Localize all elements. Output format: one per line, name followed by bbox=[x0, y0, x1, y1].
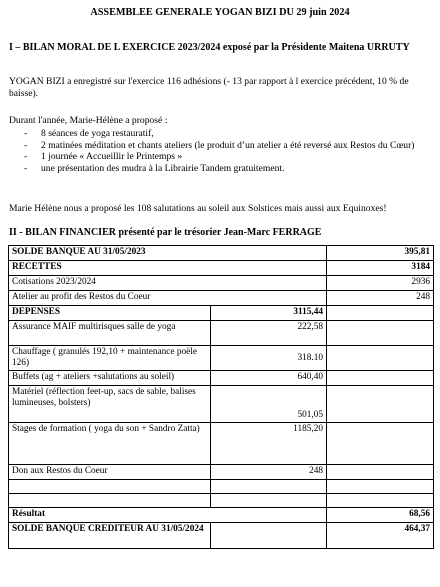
table-row bbox=[9, 261, 434, 276]
heating-value: 318.10 bbox=[211, 346, 327, 371]
donation-value: 248 bbox=[211, 465, 327, 480]
table-row bbox=[9, 465, 434, 480]
table-row bbox=[9, 246, 434, 261]
buffets-value: 640,40 bbox=[211, 371, 327, 386]
table-row bbox=[9, 480, 434, 494]
financial-table bbox=[8, 245, 434, 549]
expenses-total-value: 3115,44 bbox=[211, 306, 327, 321]
training-value: 1185,20 bbox=[211, 423, 327, 465]
table-row bbox=[9, 423, 434, 465]
document-title: ASSEMBLEE GENERALE YOGAN BIZI DU 29 juin 2024 bbox=[90, 7, 350, 18]
closing-balance-value: 464,37 bbox=[327, 523, 434, 549]
salutations-paragraph: Marie Hélène nous a proposé les 108 salutations au soleil aux Solstices mais aussi aux Equinoxes! bbox=[9, 203, 387, 214]
equipment-value: 501,05 bbox=[211, 386, 327, 423]
closing-balance-label: SOLDE BANQUE CREDITEUR AU 31/05/2024 bbox=[9, 523, 211, 549]
table-row bbox=[9, 321, 434, 346]
table-row bbox=[9, 276, 434, 291]
insurance-label: Assurance MAIF multirisques salle de yoga bbox=[9, 321, 211, 346]
activities-intro: Durant l'année, Marie-Hélène a proposé : bbox=[9, 115, 168, 126]
opening-balance-value: 395,81 bbox=[327, 246, 434, 261]
activity-item: - 2 matinées méditation et chants ateliers (le produit d’un atelier a été reversé aux Restos du Cœur) bbox=[24, 140, 424, 152]
activity-item: - 1 journée « Accueillir le Printemps » bbox=[24, 151, 424, 163]
income-value: 3184 bbox=[327, 261, 434, 276]
membership-fees-value: 2936 bbox=[327, 276, 434, 291]
result-value: 68,56 bbox=[327, 508, 434, 523]
table-row bbox=[9, 346, 434, 371]
membership-paragraph: YOGAN BIZI a enregistré sur l'exercice 116 adhésions (- 13 par rapport à l exercice précédent, 10 % de baisse). bbox=[9, 76, 409, 99]
insurance-value: 222,58 bbox=[211, 321, 327, 346]
table-row bbox=[9, 306, 434, 321]
activity-item: - 8 séances de yoga restauratif, bbox=[24, 128, 424, 140]
table-row bbox=[9, 291, 434, 306]
charity-workshop-value: 248 bbox=[327, 291, 434, 306]
section2-heading: II - BILAN FINANCIER présenté par le trésorier Jean-Marc FERRAGE bbox=[9, 227, 322, 238]
equipment-label: Matériel (réflection feet-up, sacs de sable, balises lumineuses, bolsters) bbox=[9, 386, 211, 423]
result-label: Résultat bbox=[9, 508, 327, 523]
training-label: Stages de formation ( yoga du son + Sandro Zatta) bbox=[9, 423, 211, 465]
section1-heading: I – BILAN MORAL DE L EXERCICE 2023/2024 exposé par la Présidente Maitena URRUTY bbox=[9, 42, 410, 53]
activities-list bbox=[24, 128, 424, 174]
charity-workshop-label: Atelier au profit des Restos du Coeur bbox=[9, 291, 327, 306]
table-row bbox=[9, 523, 434, 549]
table-row bbox=[9, 508, 434, 523]
income-label: RECETTES bbox=[9, 261, 327, 276]
membership-fees-label: Cotisations 2023/2024 bbox=[9, 276, 327, 291]
table-row bbox=[9, 386, 434, 423]
donation-label: Don aux Restos du Coeur bbox=[9, 465, 211, 480]
expenses-label: DEPENSES bbox=[9, 306, 211, 321]
activity-item: - une présentation des mudra à la Librairie Tandem gratuitement. bbox=[24, 163, 424, 175]
table-row bbox=[9, 371, 434, 386]
buffets-label: Buffets (ag + ateliers +salutations au soleil) bbox=[9, 371, 211, 386]
table-row bbox=[9, 494, 434, 508]
opening-balance-label: SOLDE BANQUE AU 31/05/2023 bbox=[9, 246, 327, 261]
heating-label: Chauffage ( granulés 192,10 + maintenance poële 126) bbox=[9, 346, 211, 371]
